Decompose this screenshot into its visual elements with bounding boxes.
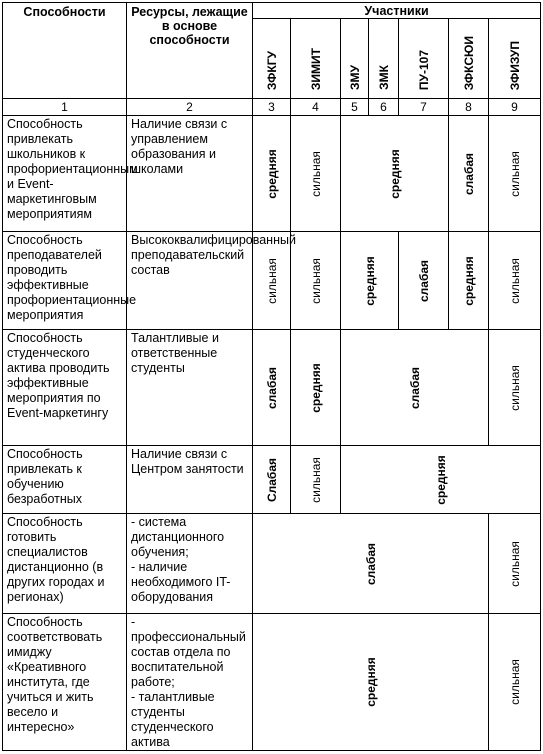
table-row [3,614,541,751]
rating-cell [489,232,541,330]
rating-cell [291,330,341,446]
table-row [3,232,541,330]
org-label: ЗФИЗУП [507,40,522,90]
rating-cell [253,614,489,751]
rating-cell [253,116,291,232]
header-org-3 [341,19,369,99]
col-number: 6 [369,99,399,116]
resource-cell: - профессиональный состав отдела по воспитательной работе; - талантливые студенты студенческого актива [127,614,253,751]
resource-cell: Талантливые и ответственные студенты [127,330,253,446]
rating-value: средняя [433,454,448,505]
org-label: ЗМУ [347,65,362,90]
table-row [3,116,541,232]
col-number: 2 [127,99,253,116]
rating-value: сильная [507,659,522,705]
rating-cell [253,330,291,446]
org-label: ПУ-107 [416,49,431,90]
rating-value: сильная [507,257,522,304]
col-number: 1 [3,99,127,116]
resource-cell: Наличие связи с Центром занятости [127,446,253,514]
resource-cell: Наличие связи с управлением образования и школами [127,116,253,232]
rating-value: слабая [461,152,476,195]
header-org-6 [449,19,489,99]
rating-value: средняя [264,148,279,199]
header-participants: Участники [253,3,541,19]
rating-cell [489,514,541,614]
rating-cell [399,232,449,330]
header-resources: Ресурсы, лежащие в основе способности [127,3,253,99]
rating-cell [489,116,541,232]
rating-cell [291,446,341,514]
rating-value: слабая [407,366,422,409]
org-label: ЗФКГУ [264,50,279,90]
rating-value: сильная [507,540,522,587]
org-label: ЗИМИТ [308,47,323,90]
rating-value: слабая [264,366,279,409]
rating-value: сильная [264,257,279,304]
rating-value: Слабая [264,457,279,502]
col-number: 4 [291,99,341,116]
org-label: ЗМК [376,65,391,90]
rating-cell [341,116,449,232]
rating-cell [291,232,341,330]
rating-cell [253,514,489,614]
table-row [3,446,541,514]
column-numbers-row [3,99,541,116]
header-org-1 [253,19,291,99]
rating-value: средняя [461,255,476,306]
rating-cell [253,446,291,514]
header-org-2 [291,19,341,99]
resource-cell: Высококвалифицированный преподавательский состав [127,232,253,330]
col-number: 5 [341,99,369,116]
rating-cell [489,330,541,446]
rating-cell [449,116,489,232]
rating-value: сильная [308,257,323,304]
rating-value: сильная [308,150,323,197]
resource-cell: - система дистанционного обучения; - наличие необходимого IT-оборудования [127,514,253,614]
rating-value: сильная [308,456,323,503]
ability-cell: Способность соответствовать имиджу «Креативного института, где учиться и жить весело и интересно» [3,614,127,751]
table-row [3,514,541,614]
header-org-4 [369,19,399,99]
table-row [3,330,541,446]
rating-cell [449,232,489,330]
org-label: ЗФКСЮИ [461,35,476,90]
header-org-7 [489,19,541,99]
rating-value: средняя [308,362,323,413]
rating-value: сильная [507,150,522,197]
col-number: 8 [449,99,489,116]
ability-cell: Способность привлекать к обучению безработных [3,446,127,514]
ability-cell: Способность привлекать школьников к профориентационным и Event-маркетинговым мероприятиям [3,116,127,232]
rating-cell [253,232,291,330]
capabilities-table [2,2,541,751]
rating-cell [341,232,399,330]
rating-cell [489,614,541,751]
rating-value: слабая [416,259,431,302]
rating-value: средняя [363,657,378,707]
rating-value: средняя [362,255,377,306]
col-number: 9 [489,99,541,116]
col-number: 3 [253,99,291,116]
rating-cell [341,330,489,446]
rating-cell [291,116,341,232]
ability-cell: Способность готовить специалистов дистанционно (в других городах и регионах) [3,514,127,614]
ability-cell: Способность преподавателей проводить эффективные профориентационные мероприятия [3,232,127,330]
col-number: 7 [399,99,449,116]
rating-value: средняя [387,148,402,199]
rating-value: сильная [507,364,522,411]
rating-value: слабая [363,542,378,585]
header-abilities: Способности [3,3,127,99]
rating-cell [341,446,541,514]
ability-cell: Способность студенческого актива проводить эффективные мероприятия по Event-маркетингу [3,330,127,446]
header-org-5 [399,19,449,99]
